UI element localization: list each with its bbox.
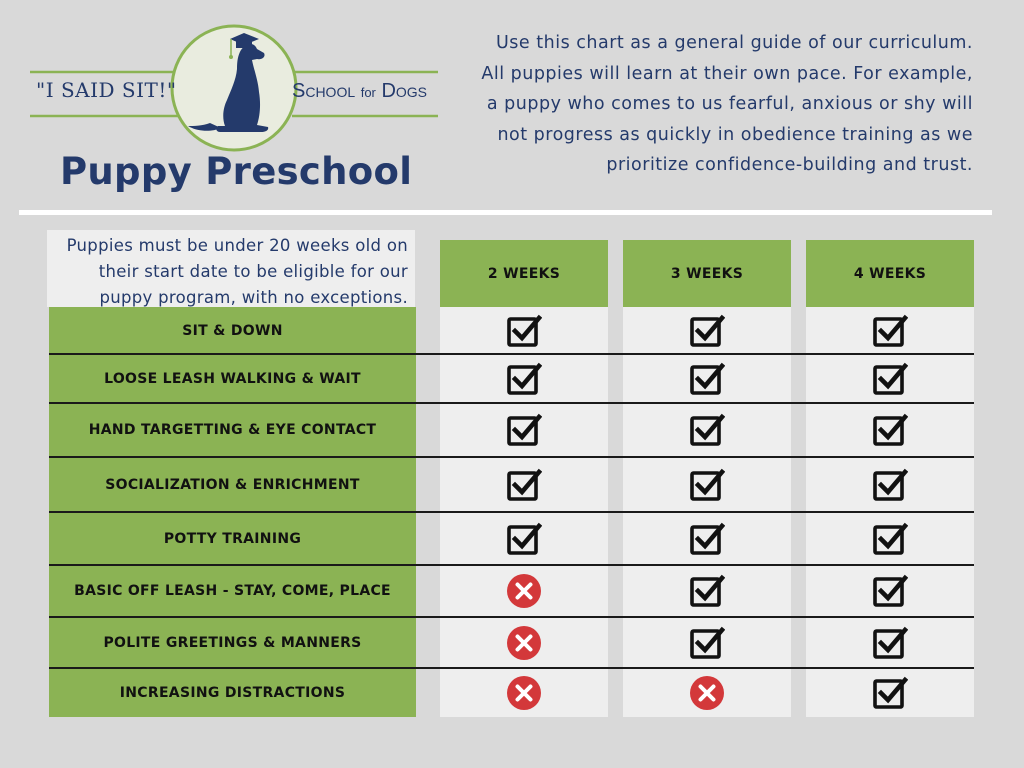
cell-hand-targetting-eye-contact-col3 bbox=[806, 403, 974, 457]
cell-polite-greetings-manners-col2 bbox=[623, 617, 791, 668]
red-x-circle-icon bbox=[506, 625, 542, 661]
note-line: puppy program, with no exceptions. bbox=[99, 288, 408, 307]
divider bbox=[19, 210, 992, 215]
checkbox-checked-icon bbox=[872, 574, 908, 608]
column-header-2-weeks: 2 WEEKS bbox=[440, 240, 608, 307]
cell-loose-leash-walking-wait-col3 bbox=[806, 354, 974, 403]
cell-potty-training-col1 bbox=[440, 512, 608, 565]
cell-basic-off-leash-stay-come-place-col1 bbox=[440, 565, 608, 617]
page-title: Puppy Preschool bbox=[60, 150, 413, 193]
logo-school-word: School bbox=[292, 80, 356, 102]
cell-sit-down-col3 bbox=[806, 307, 974, 354]
column-header-3-weeks: 3 WEEKS bbox=[623, 240, 791, 307]
red-x-circle-icon bbox=[506, 573, 542, 609]
checkbox-checked-icon bbox=[872, 626, 908, 660]
skill-label-polite-greetings-manners: POLITE GREETINGS & MANNERS bbox=[103, 634, 362, 651]
cell-sit-down-col1 bbox=[440, 307, 608, 354]
cell-loose-leash-walking-wait-col2 bbox=[623, 354, 791, 403]
skill-label-increasing-distractions: INCREASING DISTRACTIONS bbox=[119, 684, 346, 701]
school-logo bbox=[28, 22, 448, 152]
checkbox-checked-icon bbox=[506, 362, 542, 396]
cell-potty-training-col3 bbox=[806, 512, 974, 565]
intro-line: not progress as quickly in obedience training as we bbox=[497, 124, 973, 145]
checkbox-checked-icon bbox=[872, 522, 908, 556]
cell-hand-targetting-eye-contact-col2 bbox=[623, 403, 791, 457]
eligibility-note bbox=[47, 230, 415, 307]
cell-loose-leash-walking-wait-col1 bbox=[440, 354, 608, 403]
row-divider bbox=[49, 456, 974, 458]
checkbox-checked-icon bbox=[506, 413, 542, 447]
checkbox-checked-icon bbox=[689, 574, 725, 608]
checkbox-checked-icon bbox=[689, 468, 725, 502]
row-divider bbox=[49, 667, 974, 669]
logo-for-word: for bbox=[360, 85, 376, 100]
checkbox-checked-icon bbox=[872, 413, 908, 447]
checkbox-checked-icon bbox=[689, 314, 725, 348]
cell-polite-greetings-manners-col3 bbox=[806, 617, 974, 668]
skill-label-loose-leash-walking-wait: LOOSE LEASH WALKING & WAIT bbox=[104, 370, 361, 387]
note-line: their start date to be eligible for our bbox=[98, 262, 408, 281]
cell-potty-training-col2 bbox=[623, 512, 791, 565]
cell-basic-off-leash-stay-come-place-col2 bbox=[623, 565, 791, 617]
cell-increasing-distractions-col2 bbox=[623, 668, 791, 717]
intro-paragraph bbox=[433, 28, 973, 181]
row-divider bbox=[49, 353, 974, 355]
cell-sit-down-col2 bbox=[623, 307, 791, 354]
cell-increasing-distractions-col3 bbox=[806, 668, 974, 717]
checkbox-checked-icon bbox=[506, 522, 542, 556]
checkbox-checked-icon bbox=[689, 522, 725, 556]
checkbox-checked-icon bbox=[872, 676, 908, 710]
note-line: Puppies must be under 20 weeks old on bbox=[66, 236, 408, 255]
row-divider bbox=[49, 616, 974, 618]
skill-label-basic-off-leash-stay-come-place: BASIC OFF LEASH - STAY, COME, PLACE bbox=[74, 583, 391, 599]
cell-hand-targetting-eye-contact-col1 bbox=[440, 403, 608, 457]
intro-line: All puppies will learn at their own pace. For example, bbox=[481, 63, 973, 84]
column-header-4-weeks: 4 WEEKS bbox=[806, 240, 974, 307]
red-x-circle-icon bbox=[689, 675, 725, 711]
red-x-circle-icon bbox=[506, 675, 542, 711]
intro-line: Use this chart as a general guide of our curriculum. bbox=[496, 33, 973, 53]
skill-label-sit-down: SIT & DOWN bbox=[182, 322, 283, 339]
cell-socialization-enrichment-col3 bbox=[806, 457, 974, 512]
checkbox-checked-icon bbox=[872, 468, 908, 502]
cell-increasing-distractions-col1 bbox=[440, 668, 608, 717]
checkbox-checked-icon bbox=[872, 314, 908, 348]
cell-socialization-enrichment-col1 bbox=[440, 457, 608, 512]
checkbox-checked-icon bbox=[689, 626, 725, 660]
cell-polite-greetings-manners-col1 bbox=[440, 617, 608, 668]
checkbox-checked-icon bbox=[689, 362, 725, 396]
logo-right-text bbox=[292, 80, 452, 103]
row-divider bbox=[49, 402, 974, 404]
cell-socialization-enrichment-col2 bbox=[623, 457, 791, 512]
skill-label-socialization-enrichment: SOCIALIZATION & ENRICHMENT bbox=[105, 476, 360, 493]
checkbox-checked-icon bbox=[506, 314, 542, 348]
logo-left-text: "I SAID SIT!" bbox=[36, 78, 177, 102]
row-divider bbox=[49, 511, 974, 513]
checkbox-checked-icon bbox=[689, 413, 725, 447]
checkbox-checked-icon bbox=[872, 362, 908, 396]
skill-label-hand-targetting-eye-contact: HAND TARGETTING & EYE CONTACT bbox=[88, 422, 377, 438]
checkbox-checked-icon bbox=[506, 468, 542, 502]
skill-label-potty-training: POTTY TRAINING bbox=[163, 530, 302, 547]
cell-basic-off-leash-stay-come-place-col3 bbox=[806, 565, 974, 617]
logo-dogs-word: Dogs bbox=[381, 80, 427, 102]
intro-line: prioritize confidence-building and trust. bbox=[606, 155, 973, 175]
row-divider bbox=[49, 564, 974, 566]
intro-line: a puppy who comes to us fearful, anxious or shy will bbox=[486, 94, 973, 114]
